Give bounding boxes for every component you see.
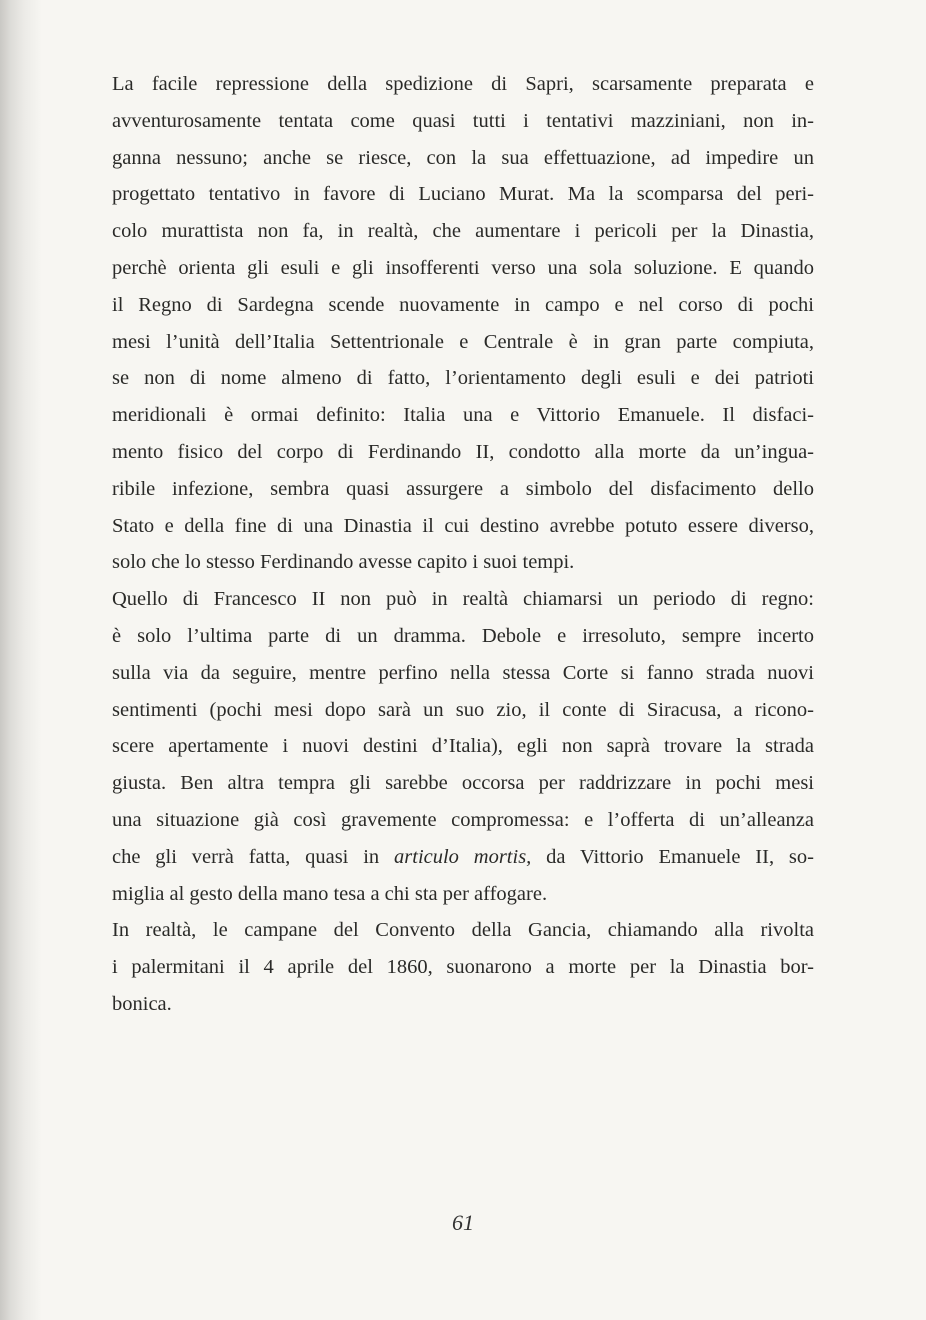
text-segment: che gli verrà fatta, quasi in bbox=[112, 845, 395, 868]
text-line: progettato tentativo in favore di Luciano Murat. Ma la scomparsa del peri- bbox=[112, 183, 814, 206]
binding-gutter-shadow bbox=[0, 0, 42, 1320]
text-line: Stato e della fine di una Dinastia il cui destino avrebbe potuto essere diverso, bbox=[112, 514, 814, 537]
text-line: giusta. Ben altra tempra gli sarebbe occorsa per raddrizzare in pochi mesi bbox=[112, 772, 814, 795]
page-number: 61 bbox=[452, 1210, 474, 1235]
text-line: Quello di Francesco II non può in realtà chiamarsi un periodo di regno: bbox=[112, 588, 814, 611]
text-line: è solo l’ultima parte di un dramma. Debole e irresoluto, sempre incerto bbox=[112, 624, 814, 647]
text-line: In realtà, le campane del Convento della Gancia, chiamando alla rivolta bbox=[112, 919, 814, 942]
paragraph-1 bbox=[112, 66, 814, 581]
text-line: perchè orienta gli esuli e gli insofferenti verso una sola soluzione. E quando bbox=[112, 256, 814, 279]
body-text bbox=[112, 66, 814, 1023]
paragraph-3 bbox=[112, 912, 814, 1022]
text-line: bonica. bbox=[112, 992, 172, 1015]
text-line: sulla via da seguire, mentre perfino nella stessa Corte si fanno strada nuovi bbox=[112, 661, 814, 684]
text-line: ganna nessuno; anche se riesce, con la sua effettuazione, ad impedire un bbox=[112, 146, 814, 169]
paragraph-2 bbox=[112, 581, 814, 912]
text-line: solo che lo stesso Ferdinando avesse capito i suoi tempi. bbox=[112, 551, 575, 574]
text-line: colo murattista non fa, in realtà, che aumentare i pericoli per la Dinastia, bbox=[112, 220, 814, 243]
text-line: La facile repressione della spedizione di Sapri, scarsamente preparata e bbox=[112, 73, 814, 95]
text-line: scere apertamente i nuovi destini d’Italia), egli non saprà trovare la strada bbox=[112, 735, 814, 758]
text-line: miglia al gesto della mano tesa a chi sta per affogare. bbox=[112, 882, 548, 905]
text-line: meridionali è ormai definito: Italia una e Vittorio Emanuele. Il disfaci- bbox=[112, 404, 814, 427]
text-line: mesi l’unità dell’Italia Settentrionale e Centrale è in gran parte compiuta, bbox=[112, 330, 814, 353]
text-line: il Regno di Sardegna scende nuovamente in campo e nel corso di pochi bbox=[112, 293, 814, 316]
text-line: se non di nome almeno di fatto, l’orientamento degli esuli e dei patrioti bbox=[112, 367, 814, 390]
text-line: avventurosamente tentata come quasi tutti i tentativi mazziniani, non in- bbox=[112, 109, 814, 132]
text-line: i palermitani il 4 aprile del 1860, suonarono a morte per la Dinastia bor- bbox=[112, 956, 814, 979]
text-line: mento fisico del corpo di Ferdinando II, condotto alla morte da un’ingua- bbox=[112, 440, 814, 463]
text-line: una situazione già così gravemente compromessa: e l’offerta di un’alleanza bbox=[112, 808, 814, 831]
text-line: ribile infezione, sembra quasi assurgere a simbolo del disfacimento dello bbox=[112, 477, 814, 500]
text-segment: da Vittorio Emanuele II, so- bbox=[531, 845, 814, 868]
text-line: sentimenti (pochi mesi dopo sarà un suo zio, il conte di Siracusa, a ricono- bbox=[112, 698, 814, 721]
text-line-with-italic bbox=[112, 839, 814, 876]
latin-phrase: articulo mortis, bbox=[394, 845, 532, 868]
